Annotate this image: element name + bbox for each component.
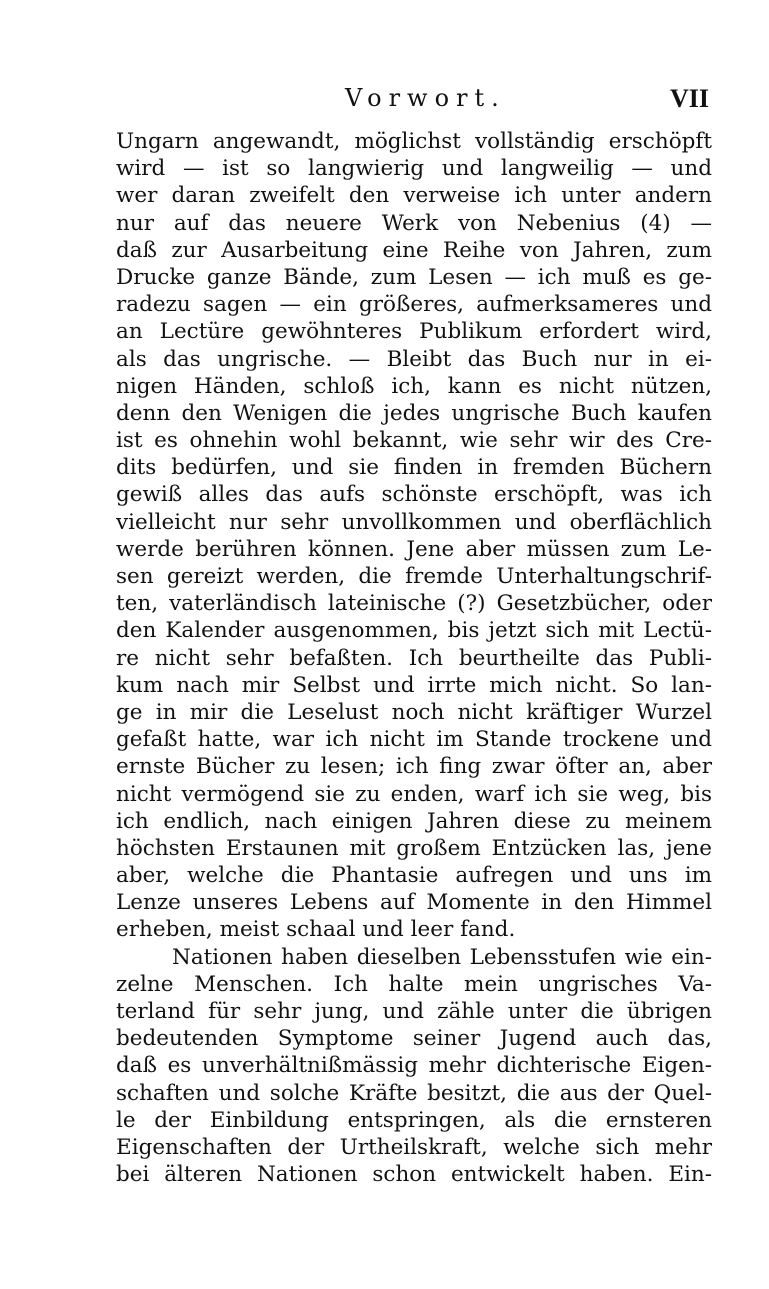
text-line: als das ungrische. — Bleibt das Buch nur in ei- bbox=[116, 346, 712, 372]
text-line: dits bedürfen, und sie finden in fremden Büchern bbox=[116, 455, 712, 481]
text-line: bedeutenden Symptome seiner Jugend auch das, bbox=[116, 1026, 712, 1052]
text-line: daß zur Ausarbeitung eine Reihe von Jahren, zum bbox=[116, 237, 712, 263]
text-line: Eigenschaften der Urtheilskraft, welche sich mehr bbox=[116, 1134, 712, 1160]
text-line: ist es ohnehin wohl bekannt, wie sehr wir des Cre- bbox=[116, 428, 712, 454]
text-line: ich endlich, nach einigen Jahren diese zu meinem bbox=[116, 808, 712, 834]
text-line: Ungarn angewandt, möglichst vollständig erschöpft bbox=[116, 129, 712, 154]
text-line: nur auf das neuere Werk von Nebenius (4) — bbox=[116, 210, 712, 236]
text-line: le der Einbildung entspringen, als die ernsteren bbox=[116, 1107, 712, 1133]
text-line: gefaßt hatte, war ich nicht im Stande trockene und bbox=[116, 727, 712, 753]
text-line: den Kalender ausgenommen, bis jetzt sich mit Lectü- bbox=[116, 618, 712, 644]
text-line: daß es unverhältnißmässig mehr dichterische Eigen- bbox=[116, 1053, 712, 1079]
running-head bbox=[0, 84, 769, 118]
text-line: an Lectüre gewöhnteres Publikum erfordert wird, bbox=[116, 319, 712, 345]
text-line: bei älteren Nationen schon entwickelt haben. Ein- bbox=[116, 1162, 712, 1188]
paragraph-start-line: Nationen haben dieselben Lebensstufen wie ein- bbox=[172, 944, 712, 970]
text-line: radezu sagen — ein größeres, aufmerksameres und bbox=[116, 292, 712, 318]
text-line: schaften und solche Kräfte besitzt, die aus der Quel- bbox=[116, 1080, 712, 1106]
text-line: wird — ist so langwierig und langweilig — und bbox=[116, 156, 712, 182]
text-line: kum nach mir Selbst und irrte mich nicht. So lan- bbox=[116, 672, 712, 698]
text-line: wer daran zweifelt den verweise ich unter andern bbox=[116, 183, 712, 209]
text-line: nicht vermögend sie zu enden, warf ich sie weg, bis bbox=[116, 781, 712, 807]
page-number: VII bbox=[670, 84, 710, 113]
text-line: nigen Händen, schloß ich, kann es nicht nützen, bbox=[116, 373, 712, 399]
text-line: denn den Wenigen die jedes ungrische Buch kaufen bbox=[116, 400, 712, 426]
text-line: aber, welche die Phantasie aufregen und uns im bbox=[116, 863, 712, 889]
text-line: terland für sehr jung, und zähle unter die übrigen bbox=[116, 999, 712, 1024]
text-line: zelne Menschen. Ich halte mein ungrisches Va- bbox=[116, 971, 712, 997]
text-line: Drucke ganze Bände, zum Lesen — ich muß es ge- bbox=[116, 264, 712, 290]
text-line: ernste Bücher zu lesen; ich fing zwar öfter an, aber bbox=[116, 754, 712, 780]
text-line: höchsten Erstaunen mit großem Entzücken las, jene bbox=[116, 835, 712, 861]
text-line: ge in mir die Leselust noch nicht kräftiger Wurzel bbox=[116, 699, 712, 725]
running-title: Vorwort. bbox=[345, 84, 506, 112]
text-line: vielleicht nur sehr unvollkommen und oberflächlich bbox=[116, 509, 712, 535]
paragraph-end-line: erheben, meist schaal und leer fand. bbox=[116, 917, 516, 943]
body-text bbox=[116, 128, 712, 1188]
text-line: sen gereizt werden, die fremde Unterhaltungschrif- bbox=[116, 564, 712, 589]
text-line: Lenze unseres Lebens auf Momente in den Himmel bbox=[116, 890, 712, 916]
text-line: werde berühren können. Jene aber müssen zum Le- bbox=[116, 536, 712, 562]
text-line: gewiß alles das aufs schönste erschöpft, was ich bbox=[116, 482, 712, 508]
text-line: re nicht sehr befaßten. Ich beurtheilte das Publi- bbox=[116, 645, 712, 671]
text-line: ten, vaterländisch lateinische (?) Gesetzbücher, oder bbox=[116, 591, 712, 617]
